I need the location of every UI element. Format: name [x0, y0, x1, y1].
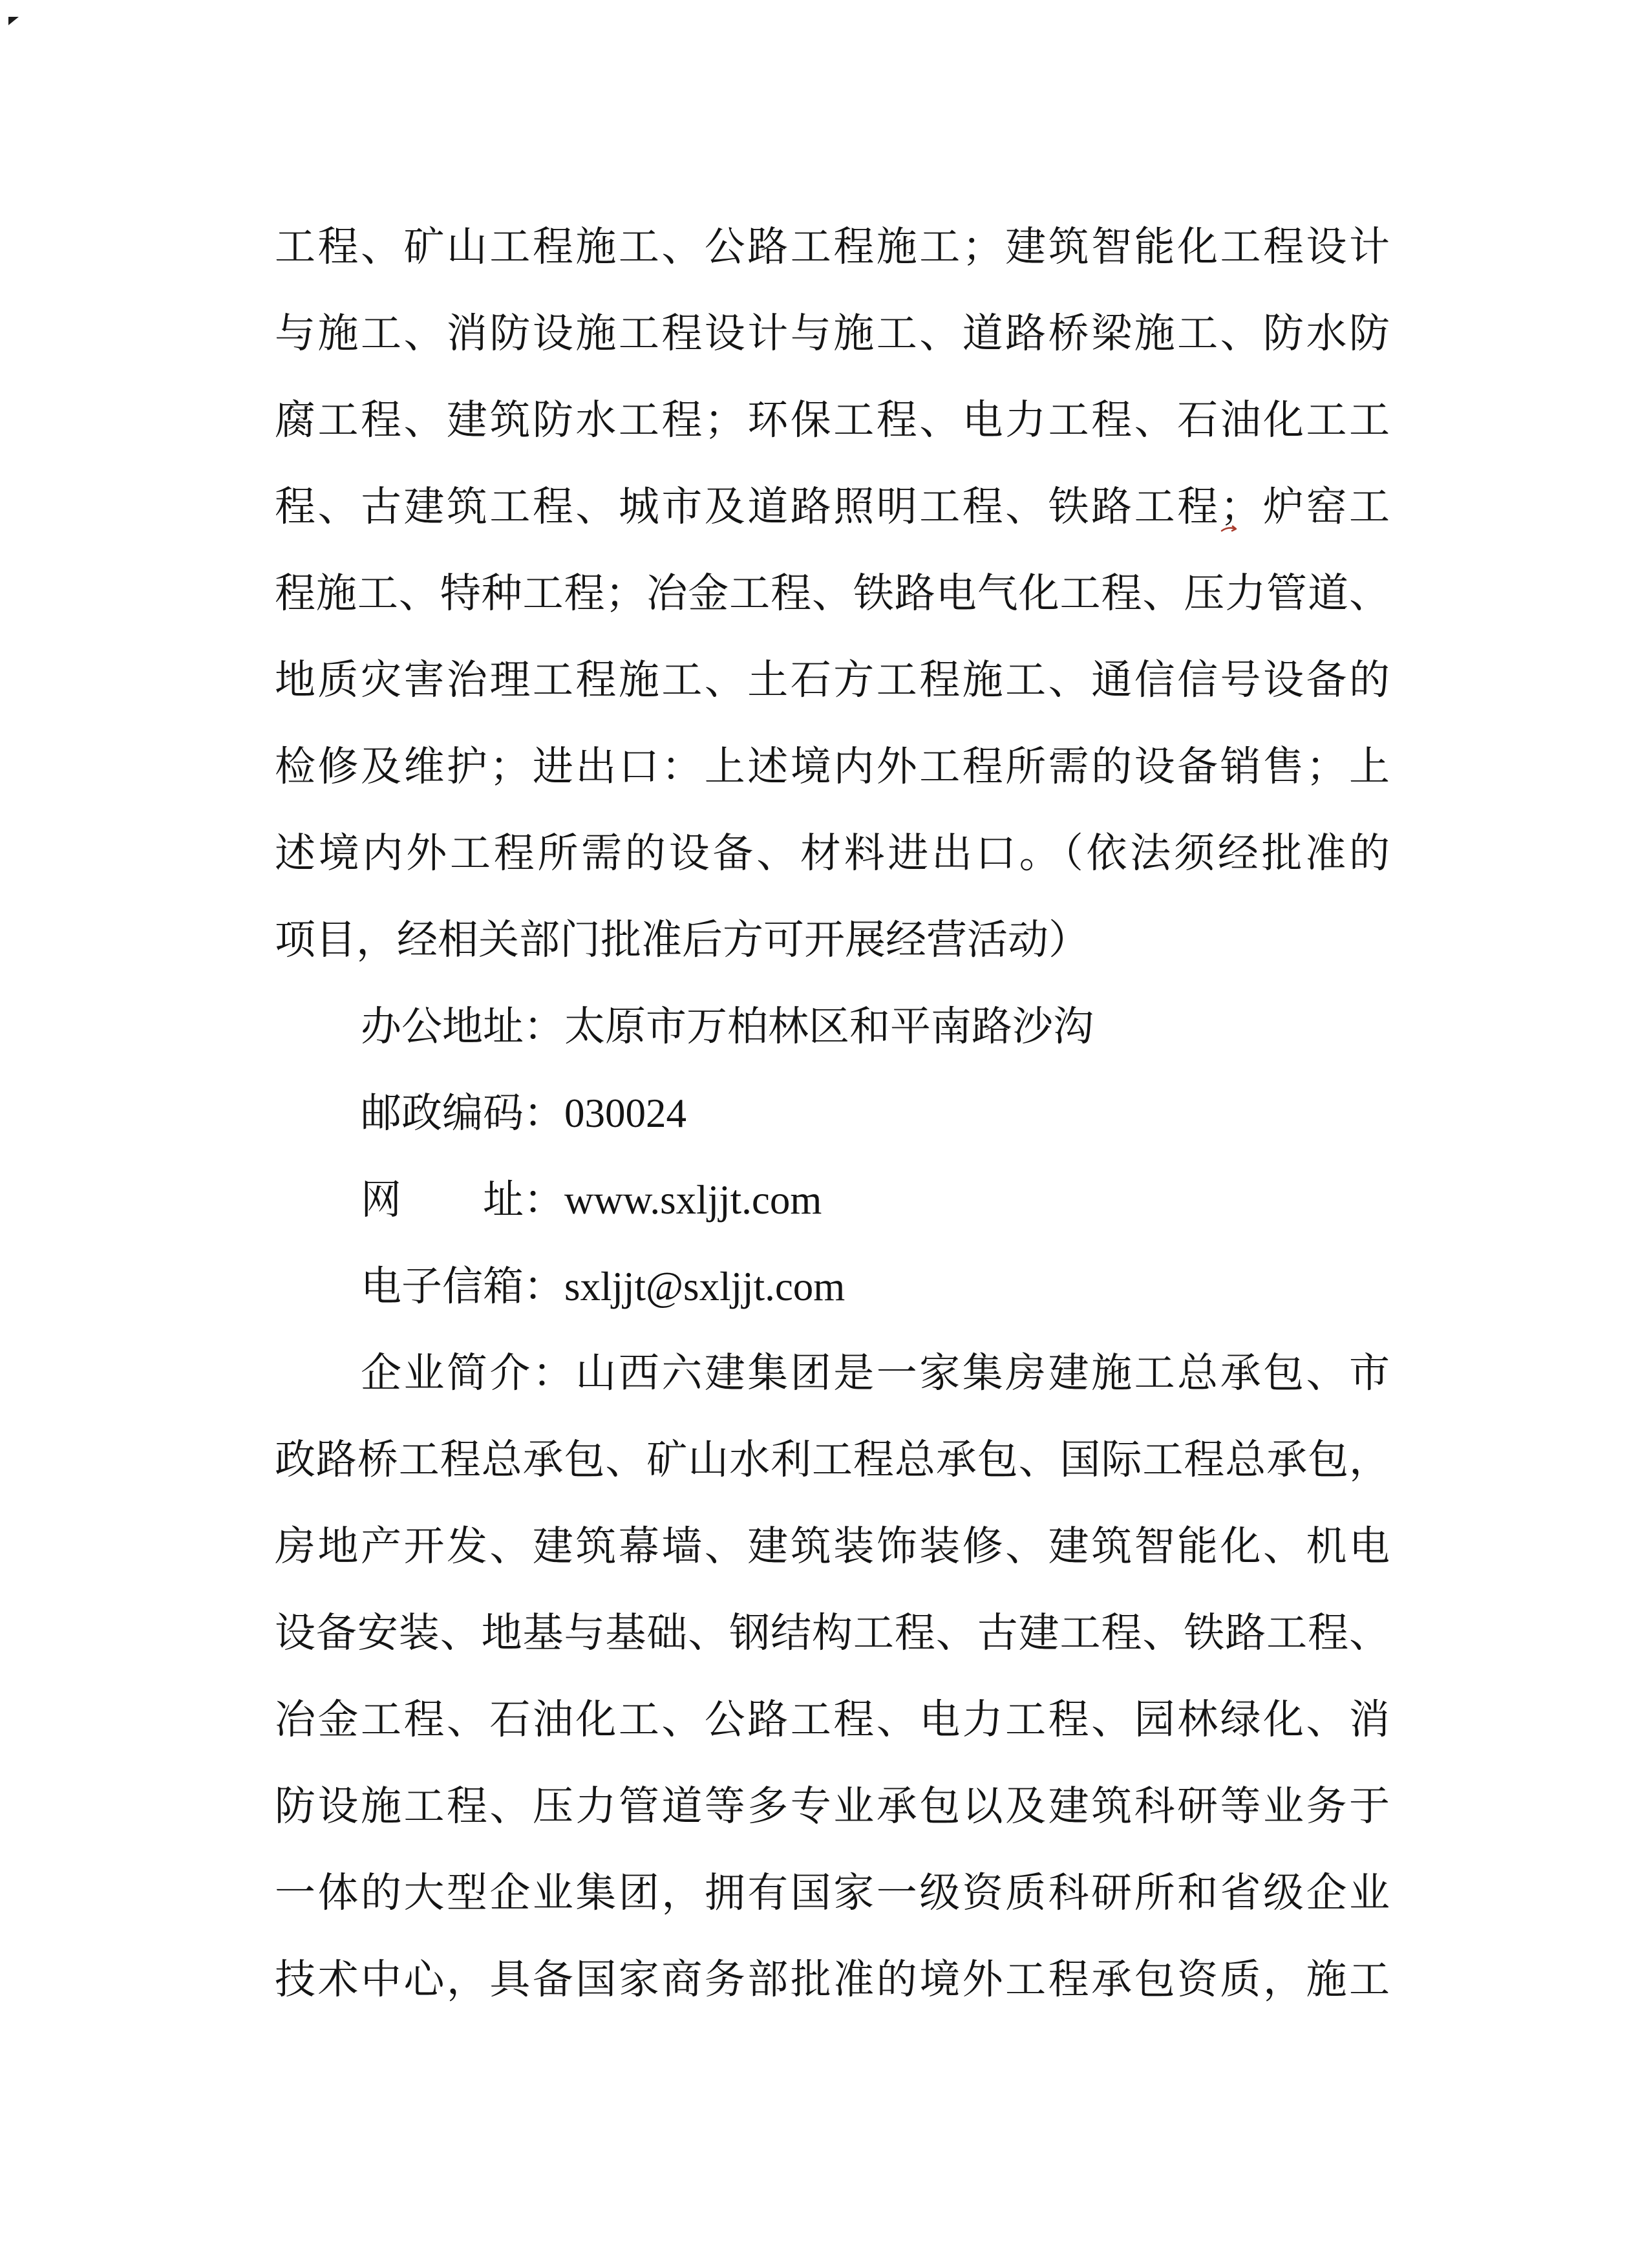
- website-value: www.sxljjt.com: [564, 1177, 822, 1223]
- business-scope-line: 检修及维护；进出口：上述境内外工程所需的设备销售；上: [275, 744, 1390, 789]
- company-intro-line: 一体的大型企业集团，拥有国家一级资质科研所和省级企业: [275, 1870, 1390, 1916]
- postal-code-value: 030024: [564, 1091, 686, 1136]
- email-label: 电子信箱：: [361, 1264, 564, 1309]
- website-label: 网 址：: [361, 1177, 564, 1223]
- business-scope-line: 项目，经相关部门批准后方可开展经营活动）: [275, 917, 1089, 963]
- business-scope-line: 地质灾害治理工程施工、土石方工程施工、通信信号设备的: [275, 658, 1390, 703]
- email-value: sxljjt@sxljjt.com: [564, 1264, 846, 1309]
- postal-code-row: [275, 1070, 1390, 1157]
- business-scope-line: 工程、矿山工程施工、公路工程施工；建筑智能化工程设计: [275, 224, 1390, 270]
- office-address-label: 办公地址：: [361, 1004, 564, 1049]
- business-scope-line: 述境内外工程所需的设备、材料进出口。（依法须经批准的: [275, 831, 1390, 876]
- company-intro-line: 冶金工程、石油化工、公路工程、电力工程、园林绿化、消: [275, 1697, 1390, 1742]
- document-body: [275, 204, 1390, 2023]
- email-row: [275, 1243, 1390, 1330]
- corner-pen-mark: [8, 17, 19, 25]
- business-scope-line: 程、古建筑工程、城市及道路照明工程、铁路工程；炉窑工: [275, 484, 1390, 530]
- business-scope-line: 腐工程、建筑防水工程；环保工程、电力工程、石油化工工: [275, 398, 1390, 443]
- business-scope-line: 程施工、特种工程；冶金工程、铁路电气化工程、压力管道、: [275, 571, 1390, 616]
- company-intro-line: 防设施工程、压力管道等多专业承包以及建筑科研等业务于: [275, 1784, 1390, 1829]
- business-scope-line: 与施工、消防设施工程设计与施工、道路桥梁施工、防水防: [275, 311, 1390, 356]
- company-intro-line: 政路桥工程总承包、矿山水利工程总承包、国际工程总承包，: [275, 1437, 1390, 1482]
- postal-code-label: 邮政编码：: [361, 1091, 564, 1136]
- office-address-value: 太原市万柏林区和平南路沙沟: [564, 1004, 1094, 1049]
- company-intro-line: 企业简介：山西六建集团是一家集房建施工总承包、市: [361, 1351, 1390, 1396]
- website-row: [275, 1157, 1390, 1243]
- company-intro-line: 设备安装、地基与基础、钢结构工程、古建工程、铁路工程、: [275, 1610, 1390, 1656]
- company-intro-line: 房地产开发、建筑幕墙、建筑装饰装修、建筑智能化、机电: [275, 1524, 1390, 1569]
- company-intro-line: 技术中心，具备国家商务部批准的境外工程承包资质，施工: [275, 1957, 1390, 2002]
- office-address-row: [275, 983, 1390, 1070]
